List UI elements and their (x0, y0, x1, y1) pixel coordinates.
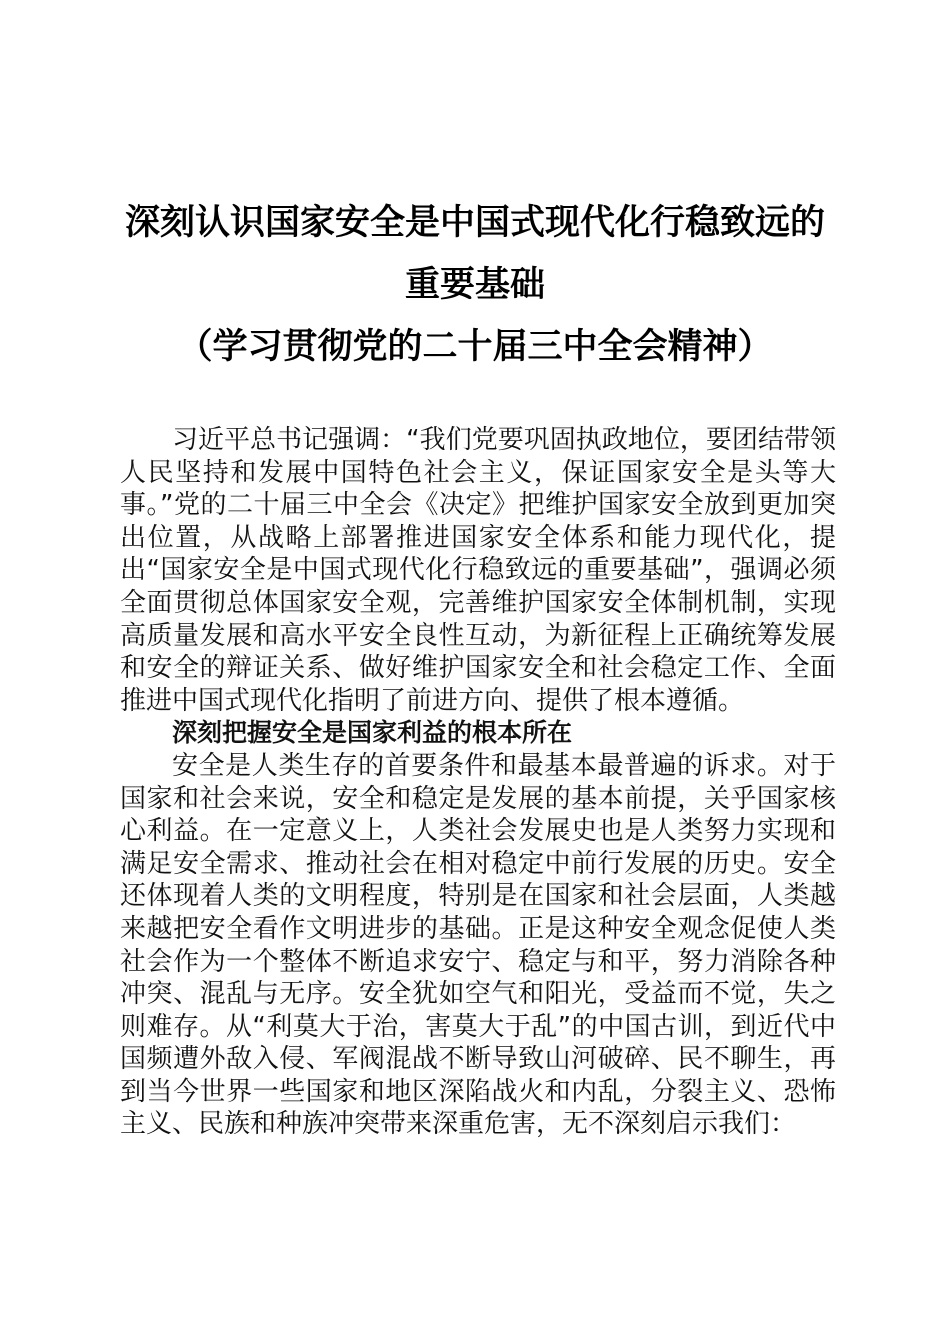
intro-paragraph: 习近平总书记强调：“我们党要巩固执政地位，要团结带领人民坚持和发展中国特色社会主义，保证国家安全是头等大事。”党的二十届三中全会《决定》把维护国家安全放到更加突出位置，从战略上部署推进国家安全体系和能力现代化，提出“国家安全是中国式现代化行稳致远的重要基础”，强调必须全面贯彻总体国家安全观，完善维护国家安全体制机制，实现高质量发展和高水平安全良性互动，为新征程上正确统筹发展和安全的辩证关系、做好维护国家安全和社会稳定工作、全面推进中国式现代化指明了前进方向、提供了根本遵循。 (120, 425, 836, 716)
body-paragraph: 安全是人类生存的首要条件和最基本最普遍的诉求。对于国家和社会来说，安全和稳定是发展的基本前提，关乎国家核心利益。在一定意义上，人类社会发展史也是人类努力实现和满足安全需求、推动社会在相对稳定中前行发展的历史。安全还体现着人类的文明程度，特别是在国家和社会层面，人类越来越把安全看作文明进步的基础。正是这种安全观念促使人类社会作为一个整体不断追求安宁、稳定与和平，努力消除各种冲突、混乱与无序。安全犹如空气和阳光，受益而不觉，失之则难存。从“利莫大于治，害莫大于乱”的中国古训，到近代中国频遭外敌入侵、军阀混战不断导致山河破碎、民不聊生，再到当今世界一些国家和地区深陷战火和内乱，分裂主义、恐怖主义、民族和种族冲突带来深重危害，无不深刻启示我们： (120, 750, 836, 1140)
document-body (120, 424, 836, 1141)
subtitle-line: （学习贯彻党的二十届三中全会精神） (177, 326, 773, 367)
document-title (60, 192, 890, 378)
title-line-1: 深刻认识国家安全是中国式现代化行稳致远的 (124, 202, 825, 243)
section-heading: 深刻把握安全是国家利益的根本所在 (172, 718, 573, 748)
title-line-2: 重要基础 (404, 264, 545, 305)
